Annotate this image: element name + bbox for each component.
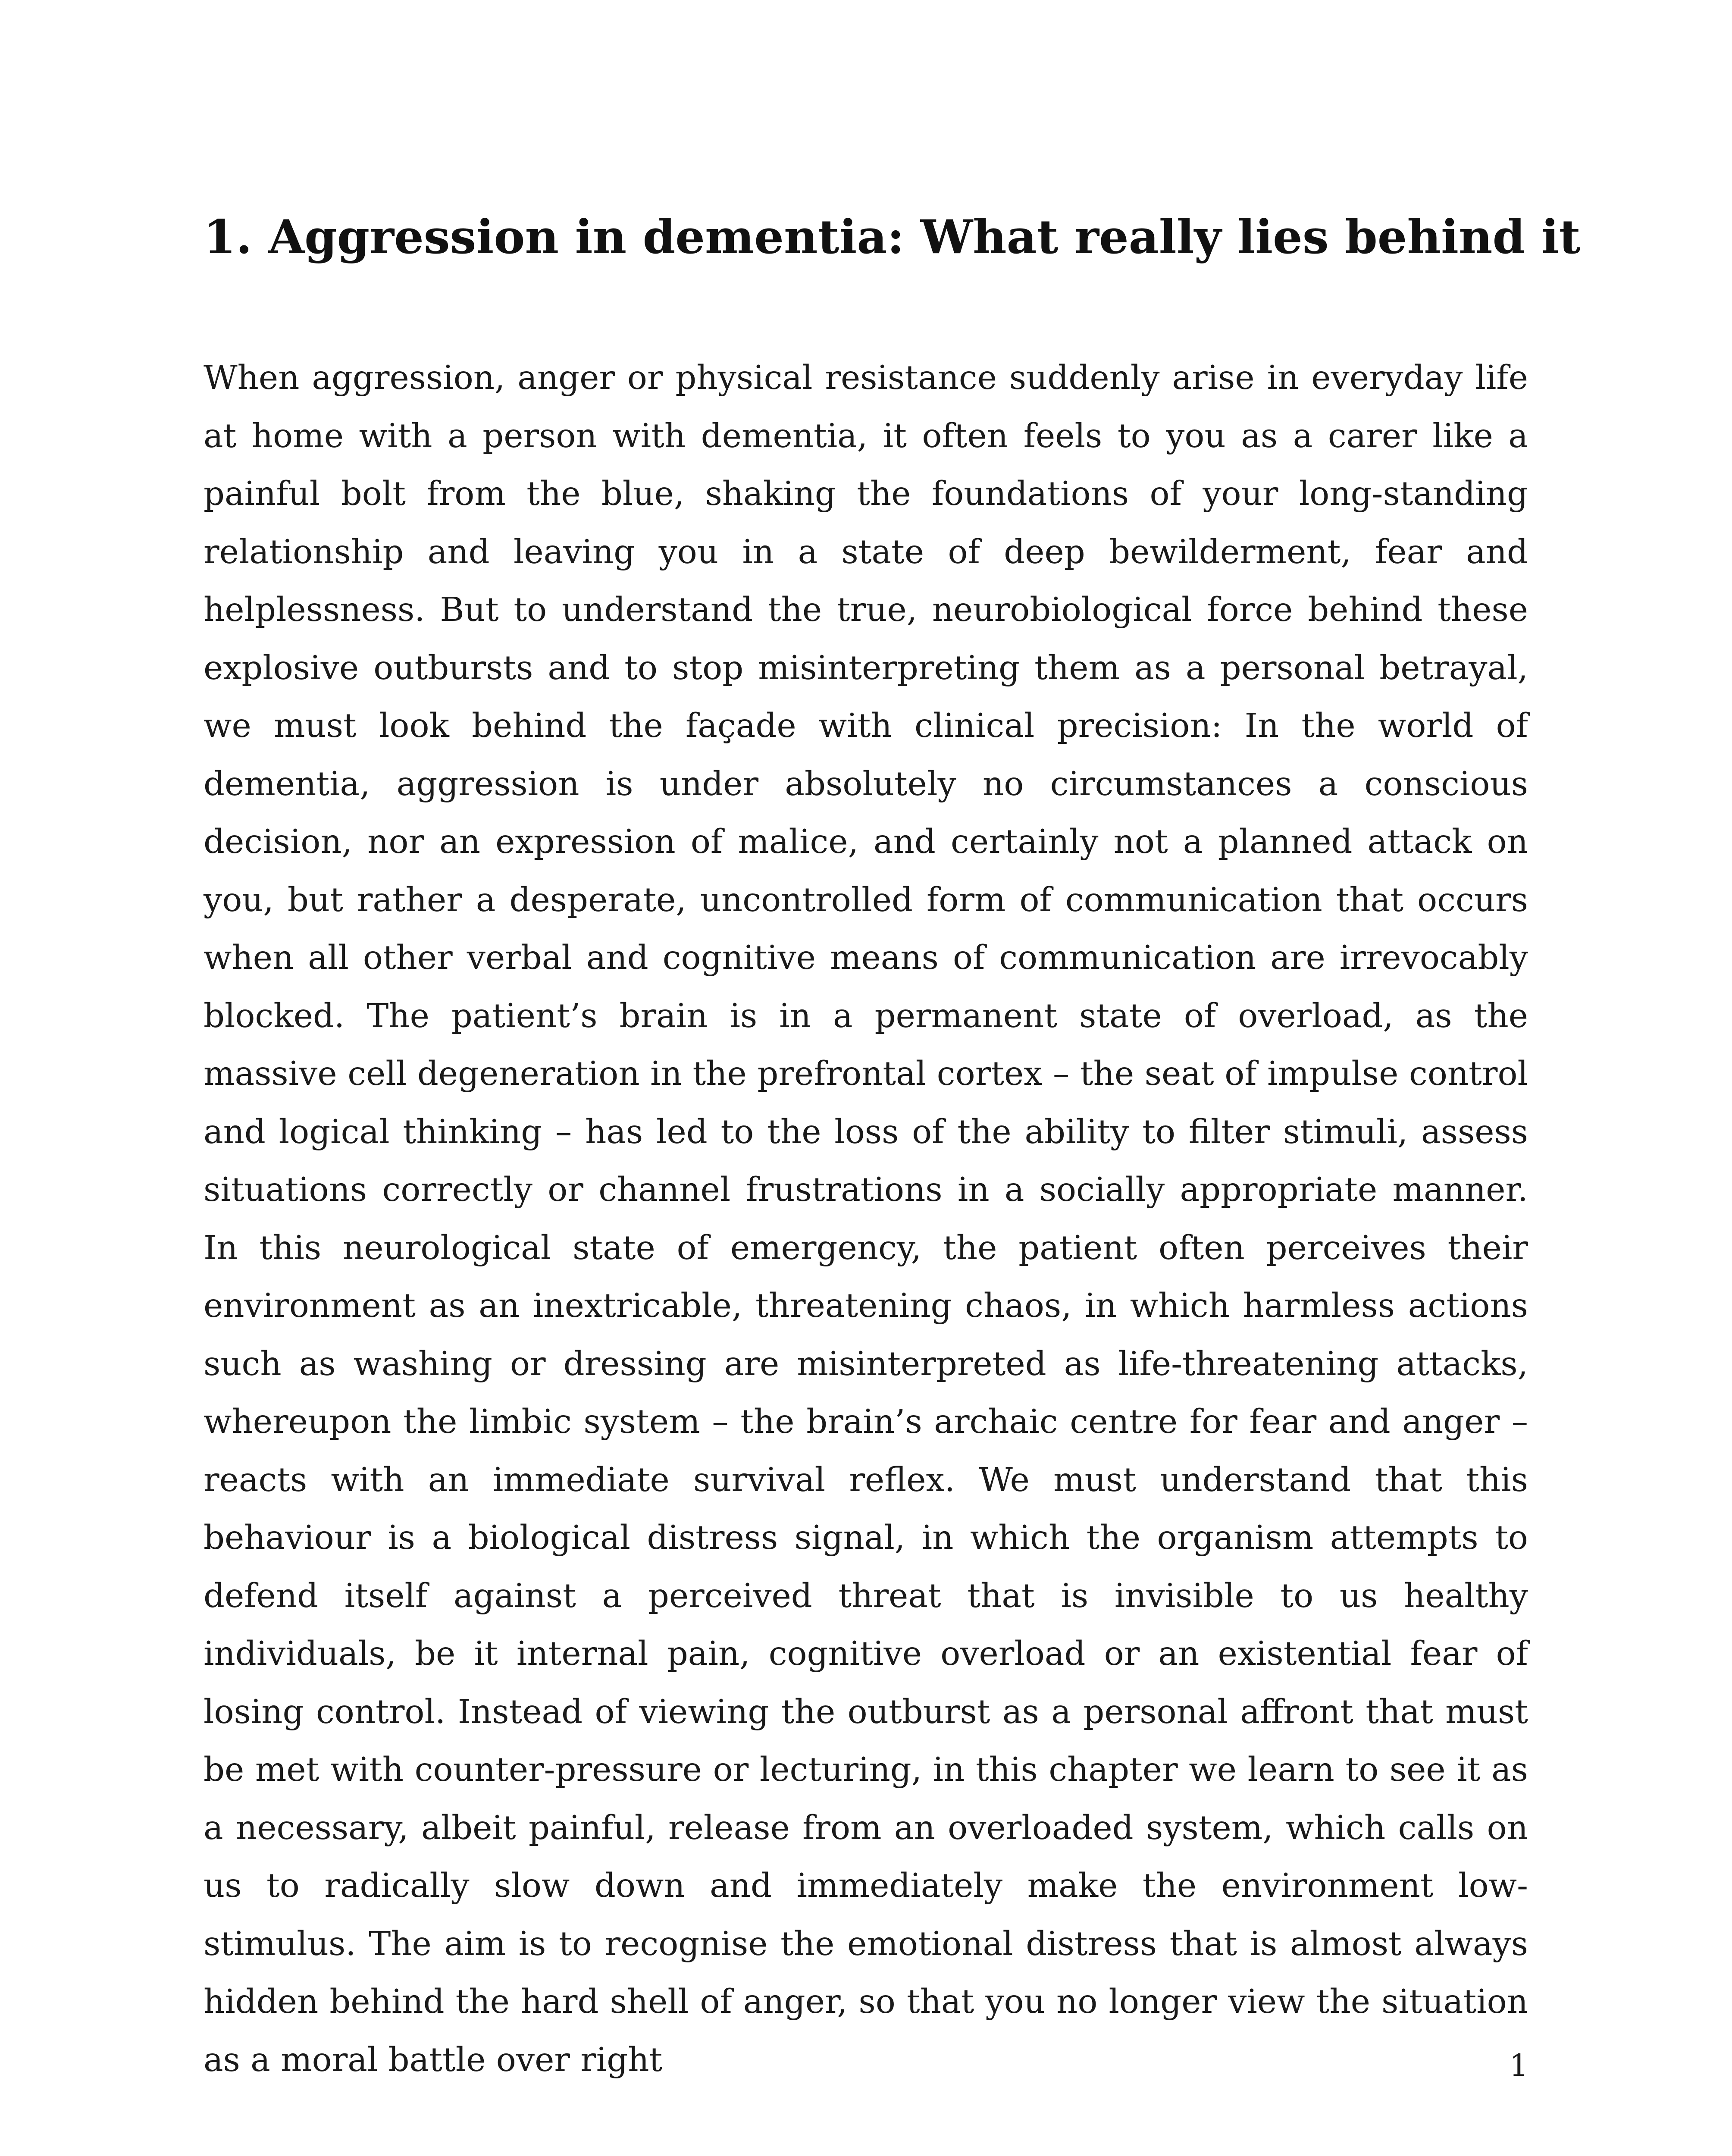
chapter-heading: 1. Aggression in dementia: What really lies behind it bbox=[204, 210, 1581, 264]
body-paragraph: When aggression, anger or physical resistance suddenly arise in everyday life at home with a person with dementia, it often feels to you as a carer like a painful bolt from the blue, shaking the foundations of your long-standing relationship and leaving you in a state of deep bewilderment, fear and helplessness. But to understand the true, neurobiological force behind these explosive outbursts and to stop misinterpreting them as a personal betrayal, we must look behind the façade with clinical precision: In the world of dementia, aggression is under absolutely no circumstances a conscious decision, nor an expression of malice, and certainly not a planned attack on you, but rather a desperate, uncontrolled form of communication that occurs when all other verbal and cognitive means of communication are irrevocably blocked. The patient’s brain is in a permanent state of overload, as the massive cell degeneration in the prefrontal cortex – the seat of impulse control and logical thinking – has led to the loss of the ability to filter stimuli, assess situations correctly or channel frustrations in a socially appropriate manner. In this neurological state of emergency, the patient often perceives their environment as an inextricable, threatening chaos, in which harmless actions such as washing or dressing are misinterpreted as life-threatening attacks, whereupon the limbic system – the brain’s archaic centre for fear and anger – reacts with an immediate survival reflex. We must understand that this behaviour is a biological distress signal, in which the organism attempts to defend itself against a perceived threat that is invisible to us healthy individuals, be it internal pain, cognitive overload or an existential fear of losing control. Instead of viewing the outburst as a personal affront that must be met with counter-pressure or lecturing, in this chapter we learn to see it as a necessary, albeit painful, release from an overloaded system, which calls on us to radically slow down and immediately make the environment low-stimulus. The aim is to recognise the emotional distress that is almost always hidden behind the hard shell of anger, so that you no longer view the situation as a moral battle over right bbox=[204, 359, 1528, 2079]
page-number: 1 bbox=[1509, 2048, 1528, 2083]
